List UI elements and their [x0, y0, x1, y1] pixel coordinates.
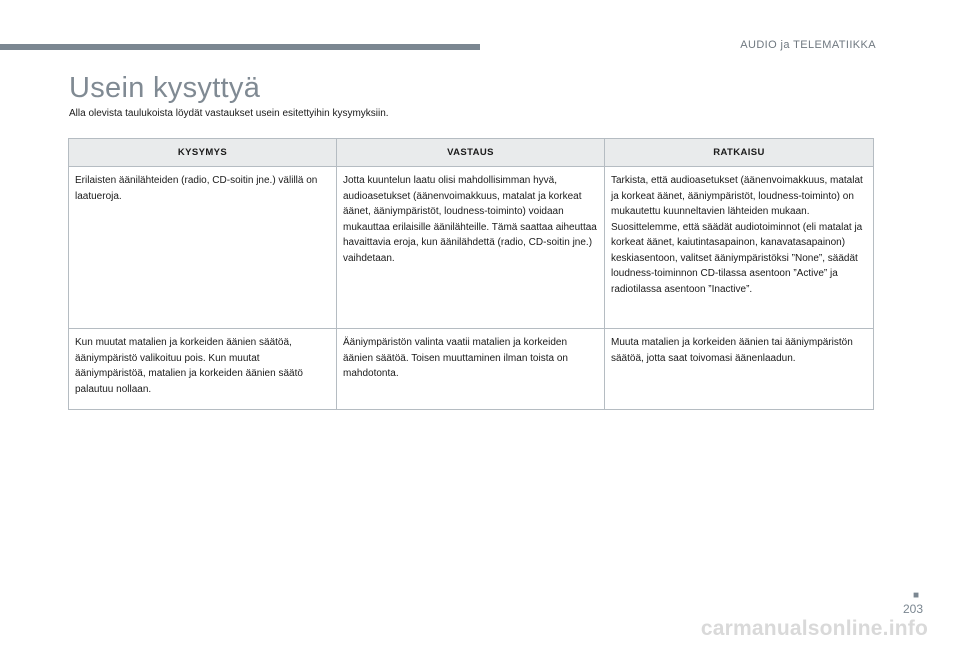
intro-text: Alla olevista taulukoista löydät vastaukset usein esitettyihin kysymyksiin.: [69, 108, 389, 119]
answer-cell: Ääniympäristön valinta vaatii matalien ja korkeiden äänien säätöä. Toisen muuttaminen ilman toista on mahdotonta.: [337, 329, 605, 410]
table-row: [69, 167, 874, 329]
page-marker-icon: ■: [913, 590, 920, 601]
page-number: 203: [903, 602, 924, 616]
column-header-question: KYSYMYS: [69, 139, 337, 167]
header-accent-bar: [0, 44, 480, 50]
faq-table: [68, 138, 874, 410]
answer-cell: Jotta kuuntelun laatu olisi mahdollisimman hyvä, audioasetukset (äänenvoimakkuus, matalat ja korkeat äänet, ääniympäristöt, loudness-toiminto) voidaan mukauttaa erilaisille äänilähteille. Tämä saattaa aiheuttaa havaittavia eroja, kun äänilähdettä (radio, CD-soitin jne.) vaihdetaan.: [337, 167, 605, 329]
question-cell: Kun muutat matalien ja korkeiden äänien säätöä, ääniympäristö valikoituu pois. Kun muutat ääniympäristöä, matalien ja korkeiden äänien säätö palautuu nollaan.: [69, 329, 337, 410]
watermark: carmanualsonline.info: [700, 617, 928, 640]
column-header-answer: VASTAUS: [337, 139, 605, 167]
question-cell: Erilaisten äänilähteiden (radio, CD-soitin jne.) välillä on laatueroja.: [69, 167, 337, 329]
solution-cell: Muuta matalien ja korkeiden äänien tai ääniympäristön säätöä, jotta saat toivomasi äänenlaadun.: [605, 329, 874, 410]
table-row: [69, 329, 874, 410]
table-header-row: [69, 139, 874, 167]
solution-cell: Tarkista, että audioasetukset (äänenvoimakkuus, matalat ja korkeat äänet, ääniympäristöt, loudness-toiminto) on mukautettu kuunneltavien lähteiden mukaan. Suosittelemme, että säädät audiotoiminnot (eli matalat ja korkeat äänet, kaiutintasapainon, kanavatasapainon) keskiasentoon, valitset ääniympäristöksi ”None”, säädät loudness-toiminnon CD-tilassa asentoon ”Active” ja radiotilassa asentoon ”Inactive”.: [605, 167, 874, 329]
page-title: Usein kysyttyä: [69, 72, 261, 104]
section-label: AUDIO ja TELEMATIIKKA: [740, 39, 876, 51]
column-header-solution: RATKAISU: [605, 139, 874, 167]
